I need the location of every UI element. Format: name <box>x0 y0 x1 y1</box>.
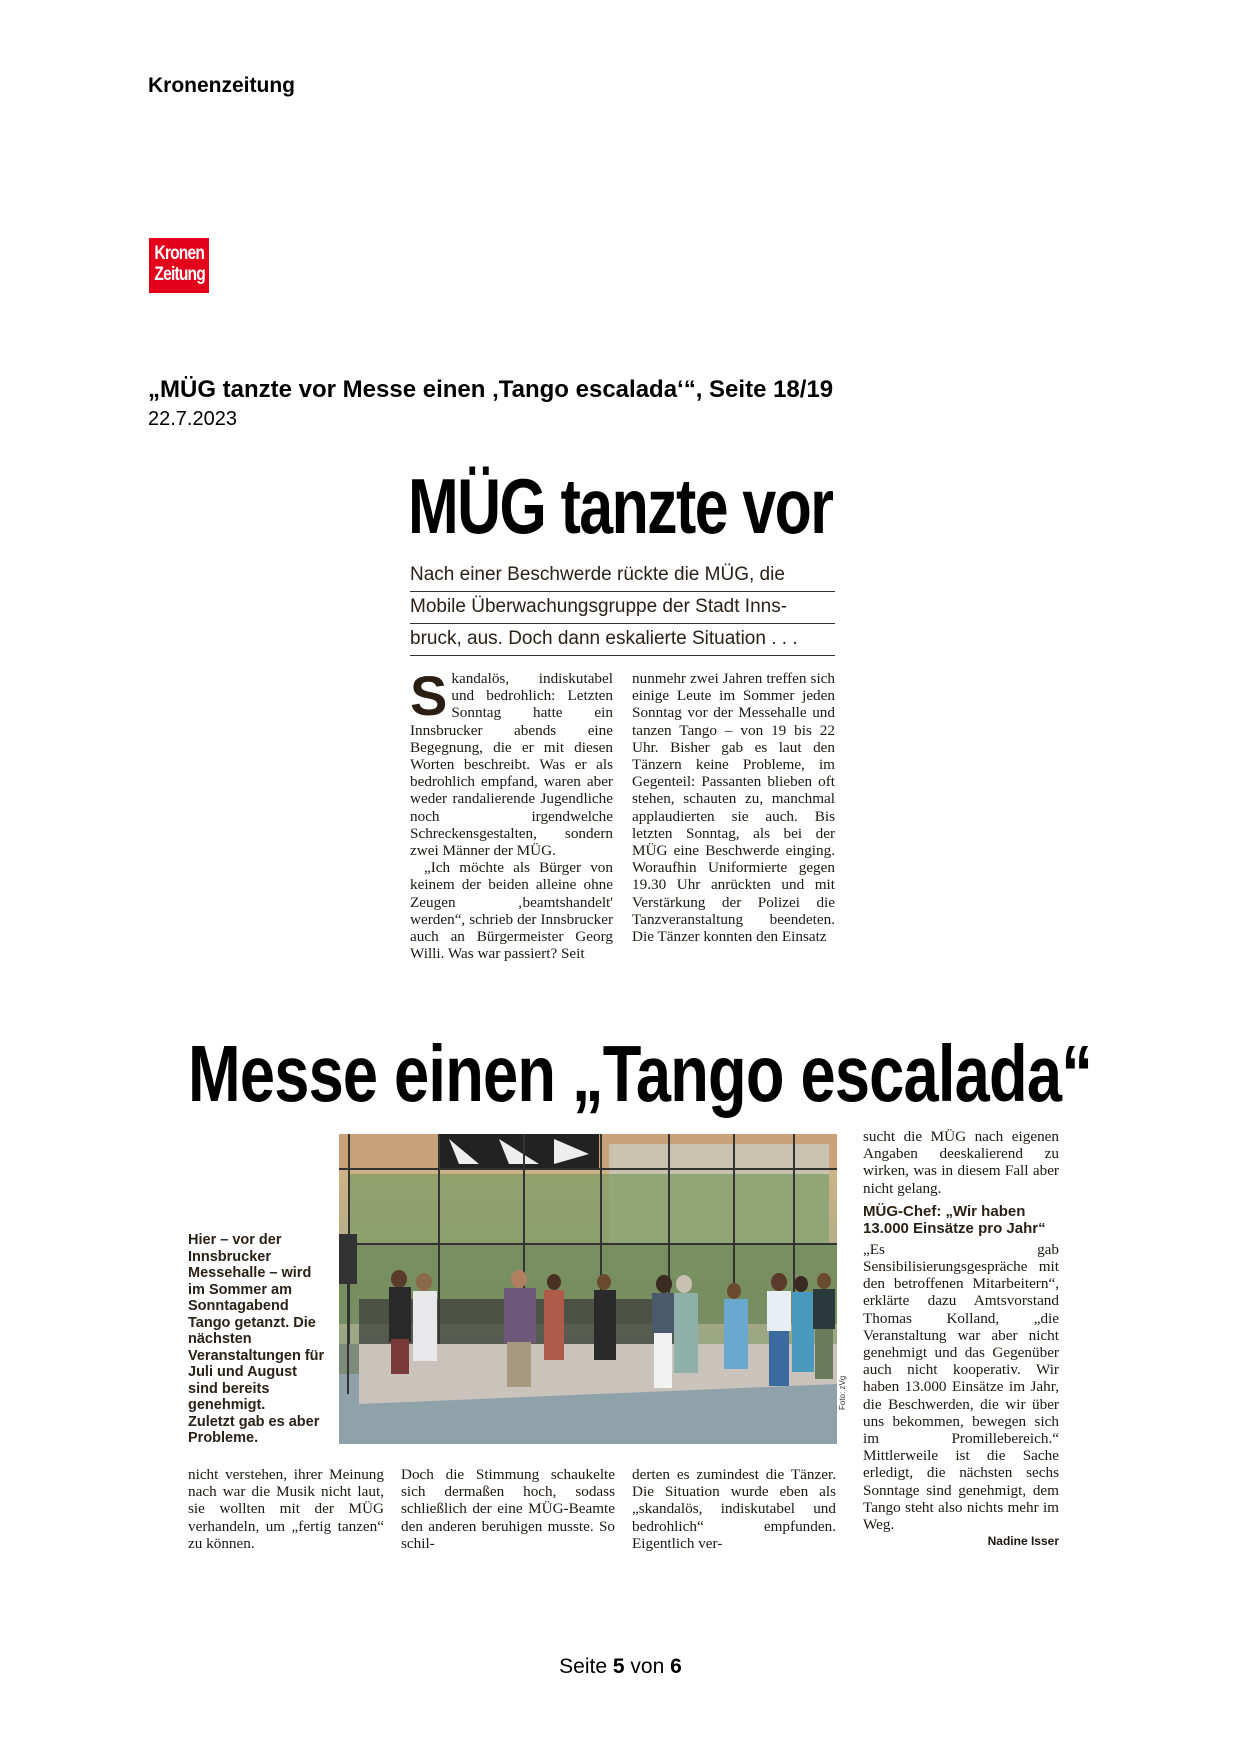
paragraph: nicht verstehen, ihrer Meinung nach war die Musik nicht laut, sie wollten mit der MÜG verhandeln, um „fertig tanzen“ zu können. <box>188 1466 384 1552</box>
logo-line-2: Zeitung <box>154 264 205 285</box>
body-column-6 <box>863 1128 1059 1550</box>
headline-part-2: Messe einen „Tango escalada“ <box>188 1029 1093 1118</box>
article-title: „MÜG tanzte vor Messe einen ‚Tango escalada‘“, Seite 18/19 <box>148 376 834 403</box>
caption-text: Hier – vor der Innsbrucker Messehalle – wird im Sommer am Sonntagabend Tango getanzt. Die nächsten Veranstaltungen für Juli und August sind bereits genehmigt. <box>188 1232 325 1413</box>
footer-prefix: Seite <box>559 1655 608 1678</box>
paragraph: „Es gab Sensibilisierungsgespräche mit den betroffenen Mitarbeitern“, erklärte dazu Amtsvorstand Thomas Kolland, „die Veranstaltung war aber nicht genehmigt und das Gegenüber auch nicht kooperativ. Wir haben 13.000 Einsätze im Jahr, die Beschwerden, die wir über uns bekommen, bewegen sich im Promillebereich.“ Mittlerweile ist die Sache erledigt, die nächsten sechs Sonntage sind genehmigt, dem Tango steht also nichts mehr im Weg. <box>863 1240 1059 1534</box>
photo-caption <box>188 1232 328 1447</box>
body-column-4 <box>401 1466 615 1552</box>
body-column-2 <box>632 670 835 945</box>
tango-photo <box>339 1134 837 1444</box>
article-date: 22.7.2023 <box>148 408 237 430</box>
paragraph: Doch die Stimmung schaukelte sich dermaßen hoch, sodass schließlich der eine MÜG-Beamte den anderen beruhigen musste. So schil- <box>401 1466 615 1552</box>
deck <box>410 560 835 656</box>
deck-line: bruck, aus. Doch dann eskalierte Situation . . . <box>410 624 835 656</box>
total-pages: 6 <box>670 1655 682 1678</box>
caption-text: Zuletzt gab es aber Probleme. <box>188 1413 320 1446</box>
source-name: Kronenzeitung <box>148 74 295 97</box>
page-footer <box>0 1655 1241 1679</box>
paragraph: nunmehr zwei Jahren treffen sich einige Leute im Sommer jeden Sonntag vor der Messehalle und tanzen Tango – von 19 bis 22 Uhr. Bisher gab es laut den Tänzern keine Probleme, im Gegenteil: Passanten blieben oft stehen, schauten zu, manchmal applaudierten sie auch. Bis letzten Sonntag, als bei der MÜG eine Beschwerde einging. Woraufhin Uniformierte gegen 19.30 Uhr anrückten und mit Verstärkung der Polizei die Tanzveranstaltung beendeten. Die Tänzer konnten den Einsatz <box>632 670 835 946</box>
body-column-1 <box>410 664 613 963</box>
deck-line: Mobile Überwachungsgruppe der Stadt Inns- <box>410 592 835 624</box>
logo-line-1: Kronen <box>154 243 205 264</box>
paragraph: sucht die MÜG nach eigenen Angaben deeskalierend zu wirken, was in diesem Fall aber nicht gelang. <box>863 1128 1059 1197</box>
headline-part-1: MÜG tanzte vor <box>408 462 833 550</box>
deck-line: Nach einer Beschwerde rückte die MÜG, die <box>410 560 835 592</box>
current-page: 5 <box>612 1655 625 1678</box>
body-column-3 <box>188 1466 384 1552</box>
byline: Nadine Isser <box>987 1534 1059 1549</box>
paragraph: „Ich möchte als Bürger von keinem der beiden alleine ohne Zeugen ‚beamtshandelt' werden“, schrieb der Innsbrucker auch an Bürgermeister Georg Willi. Was war passiert? Seit <box>410 859 613 963</box>
photo-credit: Foto: zVg <box>838 1375 847 1410</box>
paragraph: derten es zumindest die Tänzer. Die Situation wurde eben als „skandalös, indiskutabel und bedrohlich“ empfunden. Eigentlich ver- <box>632 1466 836 1552</box>
subheading: MÜG-Chef: „Wir haben 13.000 Einsätze pro Jahr“ <box>863 1202 1046 1237</box>
body-column-5 <box>632 1466 836 1552</box>
drop-cap: S <box>410 664 448 727</box>
kronen-zeitung-logo <box>149 238 209 293</box>
photo-illustration <box>339 1134 837 1444</box>
footer-middle: von <box>630 1655 665 1678</box>
paragraph: kandalös, indiskutabel und bedrohlich: Letzten Sonntag hatte ein Innsbrucker abends eine Begegnung, die er mit diesen Worten beschreibt. Was er als bedrohlich empfand, waren aber weder randalierende Jugendliche noch irgendwelche Schreckensgestalten, sondern zwei Männer der MÜG. <box>410 670 613 860</box>
